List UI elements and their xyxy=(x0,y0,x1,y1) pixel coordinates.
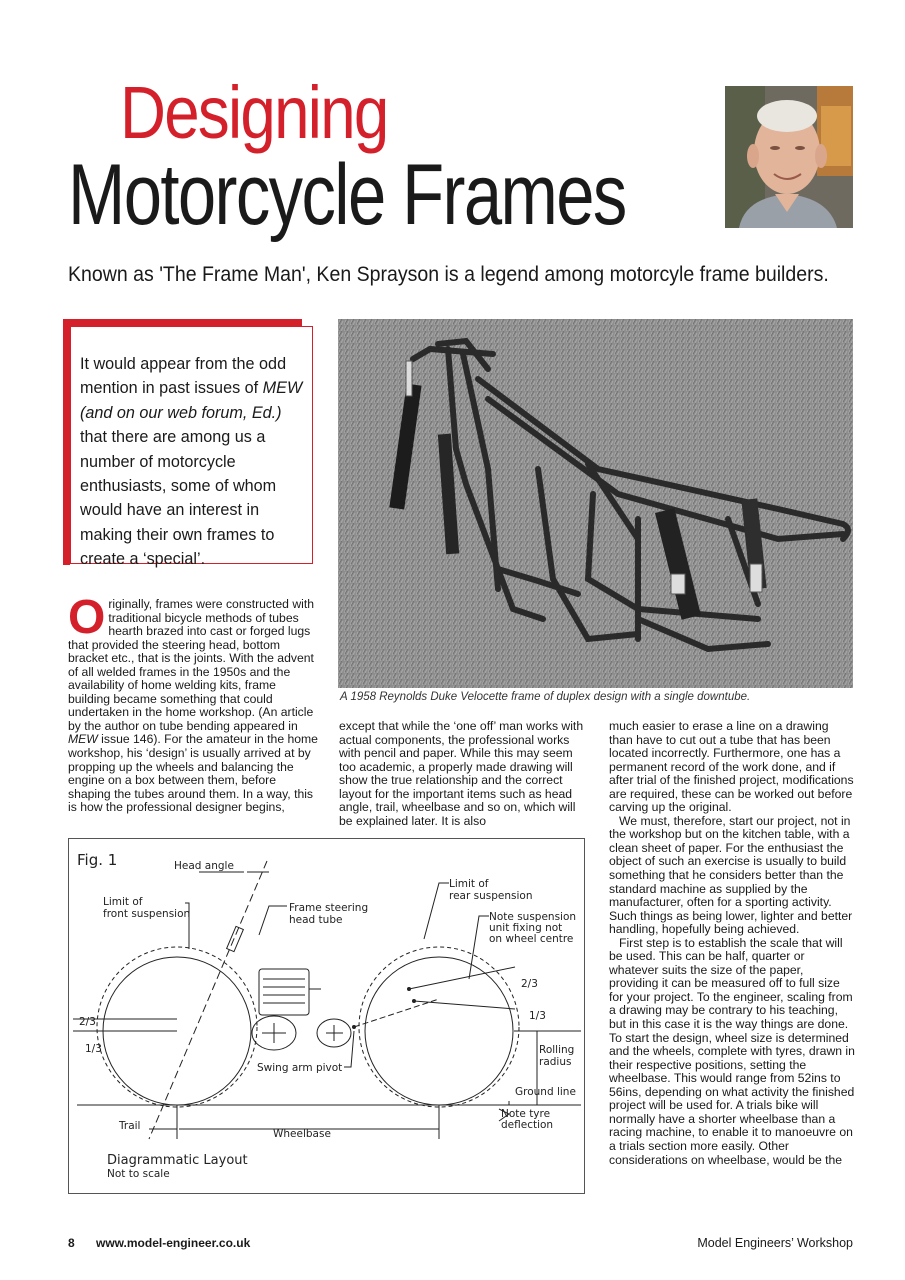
label-wheelbase: Wheelbase xyxy=(273,1128,331,1140)
drop-cap: O xyxy=(68,591,106,644)
head-angle-line xyxy=(149,861,267,1139)
frame-photo xyxy=(338,319,853,688)
label-note-susp-1: Note suspension xyxy=(489,911,577,923)
label-ground-line: Ground line xyxy=(515,1086,576,1098)
label-limit-rear-1: Limit of xyxy=(449,878,489,890)
label-limit-front-2: front suspension xyxy=(103,908,191,920)
label-layout-title: Diagrammatic Layout xyxy=(107,1153,248,1168)
label-note-tyre-2: deflection xyxy=(501,1119,554,1131)
title-designing: Designing xyxy=(120,71,388,154)
fig-label: Fig. 1 xyxy=(77,851,118,869)
label-one-third-right: 1/3 xyxy=(529,1010,546,1022)
label-note-tyre-1: Note tyre xyxy=(501,1108,551,1120)
front-wheel-limit xyxy=(97,947,257,1107)
label-head-angle: Head angle xyxy=(174,860,234,872)
label-rolling-1: Rolling xyxy=(539,1044,575,1056)
subtitle: Known as 'The Frame Man', Ken Sprayson is a legend among motorcyle frame builders. xyxy=(68,263,829,286)
label-note-susp-3: on wheel centre xyxy=(489,933,574,945)
page-number: 8 xyxy=(68,1236,75,1250)
frame-layout-diagram xyxy=(69,839,584,1193)
rear-wheel xyxy=(365,957,513,1105)
pullquote-accent-side xyxy=(63,319,70,565)
suspension-line-upper xyxy=(409,967,515,989)
label-two-thirds-left: 2/3 xyxy=(79,1016,96,1028)
photo-caption: A 1958 Reynolds Duke Velocette frame of duplex design with a single downtube. xyxy=(340,691,751,703)
label-one-third-left: 1/3 xyxy=(85,1043,102,1055)
label-frame-steering-1: Frame steering xyxy=(289,902,369,914)
body-column-1: Originally, frames were constructed with traditional bicycle methods of tubes hearth brazed into cast or forged lugs that provided the steering head, bottom bracket etc., that is the joints. With the advent of all welded frames in the 1950s and the availability of home welding kits, frame building became something that could undertaken in the home workshop. (An article by the author on tube bending appeared in MEW issue 146). For the amateur in the home workshop, his ‘design’ is usually arrived at by propping up the wheels and balancing the engine on a box between them, before shaping the tubes around them. In a way, this is how the professional designer begins, xyxy=(68,591,318,815)
label-layout-sub: Not to scale xyxy=(107,1168,170,1180)
label-trail: Trail xyxy=(119,1120,141,1132)
label-two-thirds-right: 2/3 xyxy=(521,978,538,990)
label-limit-rear-2: rear suspension xyxy=(449,890,533,902)
body-column-3: much easier to erase a line on a drawing than have to cut out a tube that has been located incorrectly. Furthermore, one has a permanent record of the work done, and if after trial of the finished project, modifications are required, these can be worked out before carving up the original. We must, therefore, start our project, not in the workshop but on the kitchen table, with a clean sheet of paper. For the enthusiast the object of such an exercise is usually to build something that he considers better than the standard machine as supplied by the manufacturer, often for a sporting activity. Such things as being lower, lighter and better handling, hopefully being achieved. First step is to establish the scale that will be used. This can be half, quarter or whatever suits the size of the paper, providing it can be measured off to full size for your project. To the engineer, scaling from a drawing may be contrary to his teaching, but in this case it is the way things are done. To start the design, wheel size is determined and the wheels, complete with tyres, drawn in their respective positions, setting the wheelbase. This would range from 52ins to 56ins, depending on what activity the finished project will be used for. A trials bike will normally have a shorter wheelbase than a racing machine, to enable it to manoeuvre on a trials section more easily. Other considerations on wheelbase, would be the xyxy=(609,719,855,1167)
engine-cylinder xyxy=(259,969,309,1015)
pullquote-accent-bar xyxy=(63,319,302,327)
pullquote-text: It would appear from the odd mention in past issues of MEW (and on our web forum, Ed.) that there are among us a number of motorcycle enthusiasts, some of whom would have an interest in making their own frames to create a ‘special’. xyxy=(80,355,303,569)
steering-head-tube xyxy=(227,926,244,951)
label-rolling-2: radius xyxy=(539,1056,572,1068)
title-motorcycle-frames: Motorcycle Frames xyxy=(68,147,626,243)
author-portrait xyxy=(725,86,853,228)
suspension-line-lower xyxy=(414,1001,515,1009)
label-frame-steering-2: head tube xyxy=(289,914,343,926)
label-swing-arm: Swing arm pivot xyxy=(257,1062,343,1074)
body-column-2: except that while the ‘one off’ man works with actual components, the professional works with pencil and paper. While this may seem too academic, a properly made drawing will show the true relationship and the correct layout for the important items such as head angle, trail, wheelbase and so on, which will be explained later. It is also xyxy=(339,719,584,828)
footer-magazine-name: Model Engineers’ Workshop xyxy=(697,1236,853,1250)
label-note-susp-2: unit fixing not xyxy=(489,922,563,934)
footer-url[interactable]: www.model-engineer.co.uk xyxy=(96,1236,251,1250)
figure-1-diagram xyxy=(68,838,585,1194)
label-limit-front-1: Limit of xyxy=(103,896,143,908)
